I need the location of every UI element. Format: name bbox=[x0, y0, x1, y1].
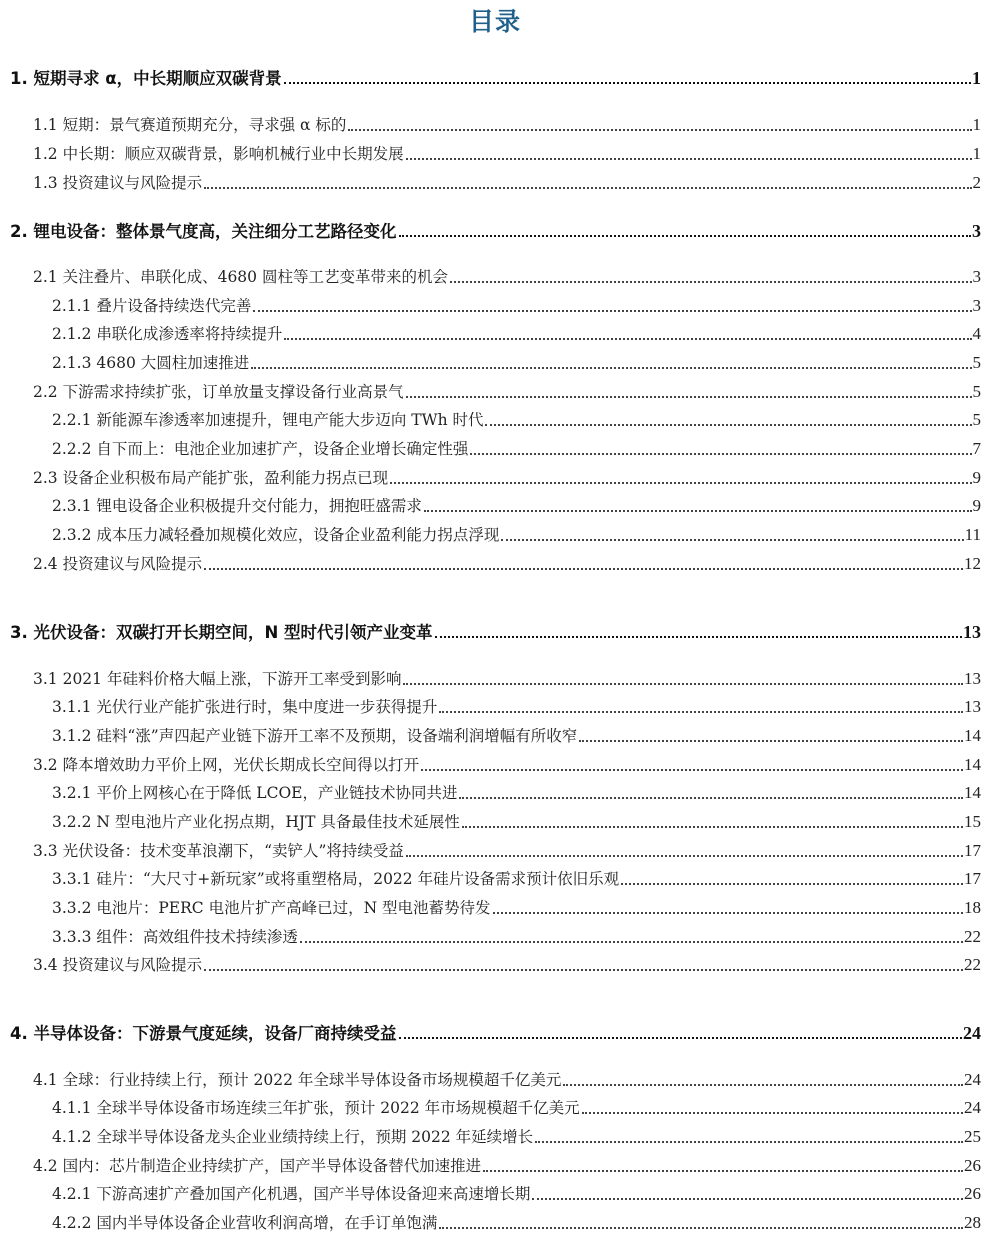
toc-entry-page-number: 14 bbox=[964, 726, 981, 745]
toc-entry-title: 3.4 投资建议与风险提示 bbox=[33, 956, 203, 974]
toc-entry-page-number: 24 bbox=[964, 1098, 981, 1117]
toc-entry-title: 2.3.2 成本压力减轻叠加规模化效应，设备企业盈利能力拐点浮现 bbox=[52, 526, 500, 544]
dot-leader bbox=[470, 453, 971, 455]
toc-entry-page-number: 22 bbox=[964, 927, 981, 946]
toc-entry-title: 2.2.1 新能源车渗透率加速提升，锂电产能大步迈向 TWh 时代 bbox=[52, 411, 484, 429]
toc-entry-page-number: 5 bbox=[972, 353, 981, 372]
toc-entry-title: 2.1.2 串联化成渗透率将持续提升 bbox=[52, 325, 283, 343]
toc-entry-title: 1. 短期寻求 α，中长期顺应双碳背景 bbox=[10, 69, 282, 88]
toc-entry-page-number: 14 bbox=[964, 755, 981, 774]
dot-leader bbox=[459, 797, 963, 799]
toc-entry-title: 3.2.1 平价上网核心在于降低 LCOE，产业链技术协同共进 bbox=[52, 784, 458, 802]
toc-entry-level-3[interactable] bbox=[52, 724, 981, 748]
dot-leader bbox=[406, 855, 963, 857]
toc-entry-title: 4. 半导体设备：下游景气度延续，设备厂商持续受益 bbox=[10, 1024, 397, 1043]
toc-entry-level-3[interactable] bbox=[52, 925, 981, 949]
toc-entry-page-number: 13 bbox=[963, 622, 981, 642]
toc-entry-title: 2.4 投资建议与风险提示 bbox=[33, 555, 203, 573]
toc-entry-level-2[interactable] bbox=[33, 265, 981, 289]
dot-leader bbox=[462, 826, 963, 828]
toc-entry-title: 2.2 下游需求持续扩张，订单放量支撑设备行业高景气 bbox=[33, 383, 404, 401]
toc-entry-page-number: 28 bbox=[964, 1213, 981, 1232]
toc-entry-title: 3.1.1 光伏行业产能扩张进行时，集中度进一步获得提升 bbox=[52, 698, 438, 716]
toc-entry-page-number: 11 bbox=[964, 525, 981, 544]
toc-entry-page-number: 7 bbox=[972, 439, 981, 458]
toc-entry-page-number: 9 bbox=[972, 496, 981, 515]
dot-leader bbox=[439, 1227, 963, 1229]
toc-entry-title: 3.2 降本增效助力平价上网，光伏长期成长空间得以打开 bbox=[33, 756, 420, 774]
page-title: 目录 bbox=[468, 7, 521, 36]
dot-leader bbox=[406, 396, 972, 398]
toc-entry-level-3[interactable] bbox=[52, 494, 981, 518]
toc-entry-level-2[interactable] bbox=[33, 667, 981, 691]
dot-leader bbox=[399, 235, 972, 237]
dot-leader bbox=[421, 769, 963, 771]
toc-entry-title: 4.2 国内：芯片制造企业持续扩产，国产半导体设备替代加速推进 bbox=[33, 1157, 482, 1175]
toc-entry-level-2[interactable] bbox=[33, 552, 981, 576]
dot-leader bbox=[253, 310, 971, 312]
toc-entry-level-3[interactable] bbox=[52, 810, 981, 834]
toc-entry-level-2[interactable] bbox=[33, 1068, 981, 1092]
toc-entry-level-2[interactable] bbox=[33, 839, 981, 863]
toc-entry-page-number: 1 bbox=[972, 68, 981, 88]
toc-entry-page-number: 12 bbox=[964, 554, 981, 573]
toc-entry-page-number: 3 bbox=[972, 296, 981, 315]
toc-entry-title: 3.3.3 组件：高效组件技术持续渗透 bbox=[52, 928, 298, 946]
toc-entry-title: 2.1.1 叠片设备持续迭代完善 bbox=[52, 297, 252, 315]
toc-entry-level-2[interactable] bbox=[33, 466, 981, 490]
toc-entry-level-3[interactable] bbox=[52, 351, 981, 375]
toc-entry-page-number: 13 bbox=[964, 669, 981, 688]
toc-entry-level-3[interactable] bbox=[52, 437, 981, 461]
toc-entry-level-3[interactable] bbox=[52, 867, 981, 891]
dot-leader bbox=[406, 158, 972, 160]
toc-entry-page-number: 26 bbox=[964, 1156, 981, 1175]
toc-entry-level-1[interactable] bbox=[10, 1021, 981, 1045]
dot-leader bbox=[579, 740, 963, 742]
dot-leader bbox=[450, 281, 972, 283]
toc-entry-page-number: 3 bbox=[972, 221, 981, 241]
toc-entry-level-2[interactable] bbox=[33, 1154, 981, 1178]
toc-entry-page-number: 5 bbox=[972, 410, 981, 429]
toc-entry-title: 4.1 全球：行业持续上行，预计 2022 年全球半导体设备市场规模超千亿美元 bbox=[33, 1071, 562, 1089]
toc-entry-page-number: 1 bbox=[972, 144, 981, 163]
toc-entry-level-2[interactable] bbox=[33, 753, 981, 777]
toc-entry-level-3[interactable] bbox=[52, 1125, 981, 1149]
toc-entry-title: 1.3 投资建议与风险提示 bbox=[33, 174, 203, 192]
toc-entry-title: 3.3.2 电池片：PERC 电池片扩产高峰已过，N 型电池蓄势待发 bbox=[52, 899, 491, 917]
dot-leader bbox=[483, 1170, 963, 1172]
toc-entry-page-number: 4 bbox=[972, 324, 981, 343]
toc-entry-title: 4.2.1 下游高速扩产叠加国产化机遇，国产半导体设备迎来高速增长期 bbox=[52, 1185, 531, 1203]
toc-entry-page-number: 1 bbox=[972, 115, 981, 134]
toc-entry-page-number: 22 bbox=[964, 955, 981, 974]
toc-entry-level-1[interactable] bbox=[10, 66, 981, 90]
toc-entry-page-number: 17 bbox=[964, 869, 981, 888]
toc-entry-title: 3.2.2 N 型电池片产业化拐点期，HJT 具备最佳技术延展性 bbox=[52, 813, 460, 831]
dot-leader bbox=[582, 1112, 963, 1114]
toc-entry-title: 2.1 关注叠片、串联化成、4680 圆柱等工艺变革带来的机会 bbox=[33, 268, 448, 286]
toc-entry-title: 3.3 光伏设备：技术变革浪潮下，“卖铲人”将持续受益 bbox=[33, 842, 404, 860]
toc-entry-page-number: 15 bbox=[964, 812, 981, 831]
toc-entry-page-number: 18 bbox=[964, 898, 981, 917]
toc-entry-title: 2.2.2 自下而上：电池企业加速扩产，设备企业增长确定性强 bbox=[52, 440, 469, 458]
dot-leader bbox=[284, 82, 971, 84]
dot-leader bbox=[403, 683, 963, 685]
toc-entry-level-3[interactable] bbox=[52, 781, 981, 805]
toc-entry-title: 4.1.1 全球半导体设备市场连续三年扩张，预计 2022 年市场规模超千亿美元 bbox=[52, 1099, 580, 1117]
toc-entry-title: 2.3.1 锂电设备企业积极提升交付能力，拥抱旺盛需求 bbox=[52, 497, 422, 515]
toc-entry-page-number: 14 bbox=[964, 783, 981, 802]
dot-leader bbox=[300, 941, 963, 943]
toc-entry-level-3[interactable] bbox=[52, 408, 981, 432]
toc-entry-level-2[interactable] bbox=[33, 380, 981, 404]
dot-leader bbox=[563, 1084, 963, 1086]
dot-leader bbox=[348, 129, 971, 131]
dot-leader bbox=[424, 510, 972, 512]
toc-entry-level-2[interactable] bbox=[33, 953, 981, 977]
toc-entry-level-2[interactable] bbox=[33, 142, 981, 166]
dot-leader bbox=[535, 1141, 963, 1143]
toc-entry-page-number: 25 bbox=[964, 1127, 981, 1146]
dot-leader bbox=[485, 424, 971, 426]
toc-entry-title: 3.1.2 硅料“涨”声四起产业链下游开工率不及预期，设备端利润增幅有所收窄 bbox=[52, 727, 578, 745]
toc-entry-title: 4.2.2 国内半导体设备企业营收利润高增，在手订单饱满 bbox=[52, 1214, 438, 1232]
toc-entry-level-3[interactable] bbox=[52, 523, 981, 547]
toc-entry-page-number: 3 bbox=[972, 267, 981, 286]
toc-entry-title: 3.3.1 硅片：“大尺寸+新玩家”或将重塑格局，2022 年硅片设备需求预计依旧乐观 bbox=[52, 870, 620, 888]
toc-entry-level-3[interactable] bbox=[52, 1096, 981, 1120]
dot-leader bbox=[390, 482, 971, 484]
toc-entry-page-number: 5 bbox=[972, 382, 981, 401]
toc-entry-title: 3. 光伏设备：双碳打开长期空间，N 型时代引领产业变革 bbox=[10, 623, 433, 642]
toc-entry-level-3[interactable] bbox=[52, 322, 981, 346]
dot-leader bbox=[204, 187, 971, 189]
toc-entry-page-number: 13 bbox=[964, 697, 981, 716]
toc-entry-page-number: 9 bbox=[972, 468, 981, 487]
toc-entry-title: 1.2 中长期：顺应双碳背景，影响机械行业中长期发展 bbox=[33, 145, 404, 163]
toc-entry-level-3[interactable] bbox=[52, 1182, 981, 1206]
toc-entry-level-2[interactable] bbox=[33, 171, 981, 195]
dot-leader bbox=[439, 711, 963, 713]
toc-entry-page-number: 24 bbox=[963, 1023, 981, 1043]
toc-entry-page-number: 2 bbox=[972, 173, 981, 192]
dot-leader bbox=[251, 367, 971, 369]
toc-entry-level-3[interactable] bbox=[52, 1211, 981, 1235]
toc-entry-level-3[interactable] bbox=[52, 896, 981, 920]
dot-leader bbox=[532, 1198, 963, 1200]
toc-entry-level-3[interactable] bbox=[52, 294, 981, 318]
dot-leader bbox=[399, 1037, 963, 1039]
toc-entry-level-1[interactable] bbox=[10, 620, 981, 644]
dot-leader bbox=[204, 969, 963, 971]
toc-entry-title: 4.1.2 全球半导体设备龙头企业业绩持续上行，预期 2022 年延续增长 bbox=[52, 1128, 534, 1146]
toc-entry-title: 2. 锂电设备：整体景气度高，关注细分工艺路径变化 bbox=[10, 222, 397, 241]
dot-leader bbox=[501, 539, 963, 541]
dot-leader bbox=[621, 883, 963, 885]
dot-leader bbox=[284, 338, 971, 340]
toc-entry-level-3[interactable] bbox=[52, 695, 981, 719]
toc-entry-title: 1.1 短期：景气赛道预期充分，寻求强 α 标的 bbox=[33, 116, 347, 134]
dot-leader bbox=[435, 636, 962, 638]
toc-entry-title: 2.1.3 4680 大圆柱加速推进 bbox=[52, 354, 250, 372]
toc-entry-title: 2.3 设备企业积极布局产能扩张，盈利能力拐点已现 bbox=[33, 469, 389, 487]
dot-leader bbox=[493, 912, 963, 914]
toc-entry-level-1[interactable] bbox=[10, 219, 981, 243]
toc-entry-level-2[interactable] bbox=[33, 113, 981, 137]
toc-entry-page-number: 17 bbox=[964, 841, 981, 860]
toc-entry-title: 3.1 2021 年硅料价格大幅上涨，下游开工率受到影响 bbox=[33, 670, 402, 688]
dot-leader bbox=[204, 568, 963, 570]
toc-entry-page-number: 24 bbox=[964, 1070, 981, 1089]
toc-entry-page-number: 26 bbox=[964, 1184, 981, 1203]
